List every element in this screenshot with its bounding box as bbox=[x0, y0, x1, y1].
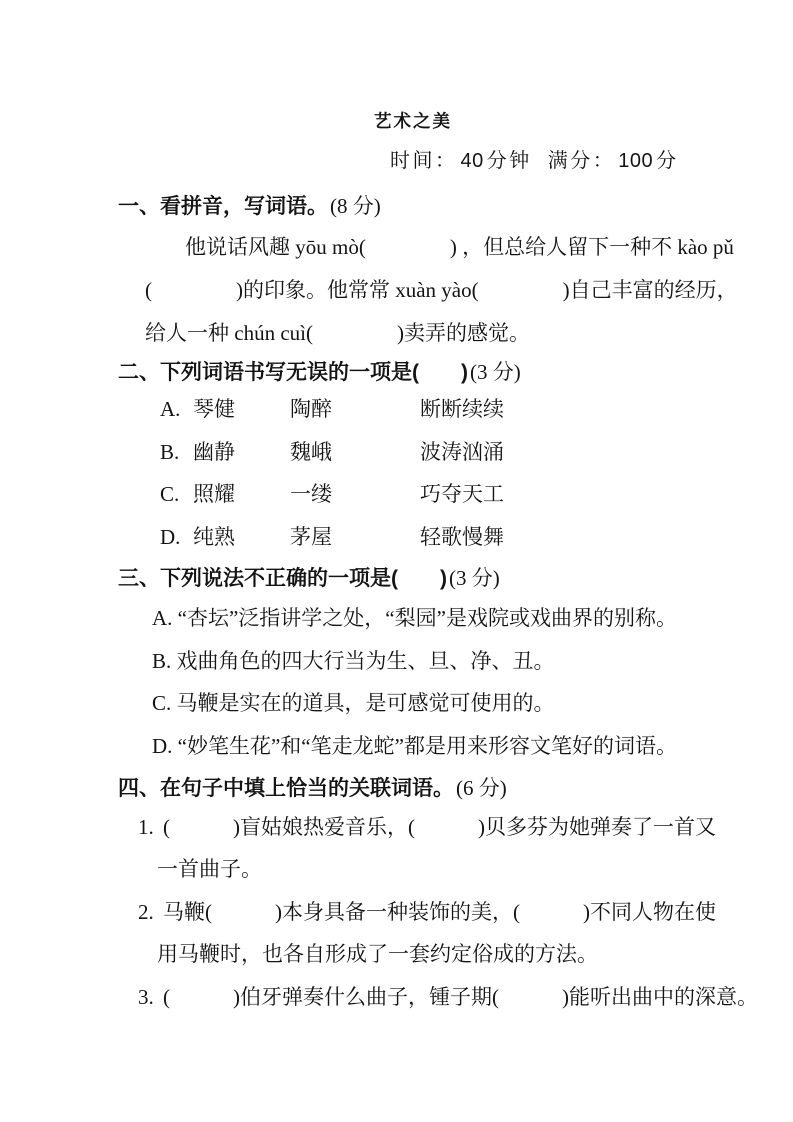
fill-item-1-line-1 bbox=[138, 815, 716, 839]
statement-option-d: D. “妙笔生花”和“笔走龙蛇”都是用来形容文笔好的词语。 bbox=[152, 734, 677, 758]
option-label: A. bbox=[160, 397, 181, 421]
pinyin-paragraph-line-1: 他说话风趣 yōu mò( ) ，但总给人留下一种不 kào pǔ bbox=[185, 235, 734, 259]
statement-option-b: B. 戏曲角色的四大行当为生、旦、净、丑。 bbox=[152, 649, 555, 673]
section-4-heading-text: 四、在句子中填上恰当的关联词语。 bbox=[118, 777, 454, 800]
option-word-2: 一缕 bbox=[290, 482, 332, 506]
section-3-heading-text: 三、下列说法不正确的一项是( ) bbox=[118, 567, 447, 590]
section-4-score: (6 分) bbox=[456, 776, 507, 800]
option-row-b bbox=[160, 440, 504, 464]
item-text: 马鞭( )本身具备一种装饰的美，( )不同人物在使 bbox=[163, 900, 716, 924]
option-word-1: 幽静 bbox=[193, 440, 235, 464]
option-word-3: 巧夺天工 bbox=[420, 482, 504, 506]
section-4-heading bbox=[118, 776, 507, 801]
time-value: 40 bbox=[460, 150, 484, 172]
time-label: 时间： bbox=[390, 150, 458, 172]
section-3-score: (3 分) bbox=[449, 566, 500, 590]
item-number: 2. bbox=[138, 900, 154, 924]
item-number: 3. bbox=[138, 985, 154, 1009]
section-1-score: (8 分) bbox=[330, 194, 381, 218]
pinyin-paragraph-line-2: ( )的印象。他常常 xuàn yào( )自己丰富的经历， bbox=[145, 278, 738, 302]
item-text: ( )盲姑娘热爱音乐，( )贝多芬为她弹奏了一首又 bbox=[163, 815, 716, 839]
option-label: D. bbox=[160, 525, 181, 549]
option-word-3: 波涛汹涌 bbox=[420, 440, 504, 464]
full-score-label: 满分： bbox=[547, 150, 616, 172]
option-row-c bbox=[160, 482, 504, 506]
section-2-heading bbox=[118, 360, 521, 385]
fill-item-1-line-2: 一首曲子。 bbox=[157, 857, 262, 881]
option-word-1: 照耀 bbox=[193, 482, 235, 506]
option-word-3: 轻歌慢舞 bbox=[420, 525, 504, 549]
statement-option-a: A. “杏坛”泛指讲学之处，“梨园”是戏院或戏曲界的别称。 bbox=[152, 606, 677, 630]
statement-option-c: C. 马鞭是实在的道具，是可感觉可使用的。 bbox=[152, 691, 555, 715]
pinyin-paragraph-line-3: 给人一种 chún cuì( )卖弄的感觉。 bbox=[145, 321, 530, 345]
page-title: 艺术之美 bbox=[374, 111, 452, 131]
time-unit: 分钟 bbox=[486, 150, 532, 172]
section-1-heading bbox=[118, 194, 381, 219]
fill-item-3-line-1 bbox=[138, 985, 758, 1009]
full-score-value: 100 bbox=[618, 150, 654, 172]
option-word-2: 陶醉 bbox=[290, 397, 332, 421]
section-1-heading-text: 一、看拼音，写词语。 bbox=[118, 195, 328, 218]
item-number: 1. bbox=[138, 815, 154, 839]
option-word-2: 茅屋 bbox=[290, 525, 332, 549]
option-label: C. bbox=[160, 482, 180, 506]
fill-item-2-line-2: 用马鞭时，也各自形成了一套约定俗成的方法。 bbox=[157, 942, 598, 966]
option-word-1: 纯熟 bbox=[193, 525, 235, 549]
item-text: ( )伯牙弹奏什么曲子，锺子期( )能听出曲中的深意。 bbox=[163, 985, 758, 1009]
option-row-d bbox=[160, 525, 504, 549]
option-word-3: 断断续续 bbox=[420, 397, 504, 421]
section-3-heading bbox=[118, 566, 500, 591]
full-score-unit: 分 bbox=[656, 150, 679, 172]
section-2-score: (3 分) bbox=[470, 360, 521, 384]
exam-meta bbox=[390, 149, 679, 173]
section-2-heading-text: 二、下列词语书写无误的一项是( ) bbox=[118, 361, 468, 384]
fill-item-2-line-1 bbox=[138, 900, 716, 924]
option-word-1: 琴健 bbox=[193, 397, 235, 421]
option-row-a bbox=[160, 397, 504, 421]
option-word-2: 魏峨 bbox=[290, 440, 332, 464]
option-label: B. bbox=[160, 440, 180, 464]
